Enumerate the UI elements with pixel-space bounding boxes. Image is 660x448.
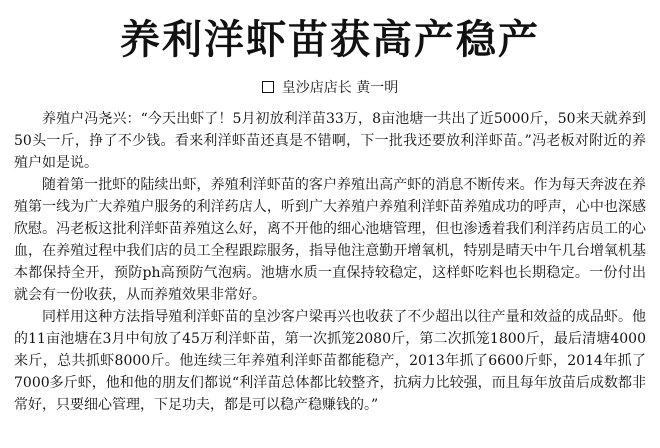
square-bullet-icon bbox=[262, 81, 274, 93]
byline bbox=[14, 78, 646, 98]
paragraph-3: 同样用这种方法指导殖利洋虾苗的皇沙客户梁再兴也收获了不少超出以往产量和效益的成品虾。他的11亩池塘在3月中旬放了45万利洋虾苗，第一次抓笼2080斤，第二次抓笼1800斤，最后清塘4000来斤，总共抓虾8000斤。他连续三年养殖利洋虾苗都能稳产，2013年抓了6600斤虾，2014年抓了7000多斤虾，他和他的朋友们都说“利洋苗总体都比较整齐，抗病力比较强，而且每年放苗后成数都非常好，只要细心管理，下足功夫，都是可以稳产稳赚钱的。” bbox=[14, 309, 646, 413]
paragraph-2: 随着第一批虾的陆续出虾，养殖利洋虾苗的客户养殖出高产虾的消息不断传来。作为每天奔波在养殖第一线为广大养殖户服务的利洋药店人，听到广大养殖户养殖利洋虾苗养殖成功的呼声，心中也深感欣慰。冯老板这批利洋虾苗养殖这么好，离不开他的细心池塘管理，但也渗透着我们利洋药店员工的心血，在养殖过程中我们店的员工全程跟踪服务，指导他注意勤开增氧机，特别是晴天中午几台增氧机基本都保持全开，预防ph高预防气泡病。池塘水质一直保持较稳定，这样虾吃料也长期稳定。一份付出就会有一份收获，从而养殖效果非常好。 bbox=[14, 177, 646, 303]
paragraph-1: 养殖户冯尧兴：“今天出虾了！5月初放利洋苗33万，8亩池塘一共出了近5000斤，50来天就养到50头一斤，挣了不少钱。看来利洋虾苗还真是不错啊，下一批我还要放利洋虾苗。”冯老板对附近的养殖户如是说。 bbox=[14, 111, 646, 171]
article-title: 养利洋虾苗获高产稳产 bbox=[120, 17, 540, 63]
byline-text: 皇沙店店长 黄一明 bbox=[281, 80, 399, 96]
